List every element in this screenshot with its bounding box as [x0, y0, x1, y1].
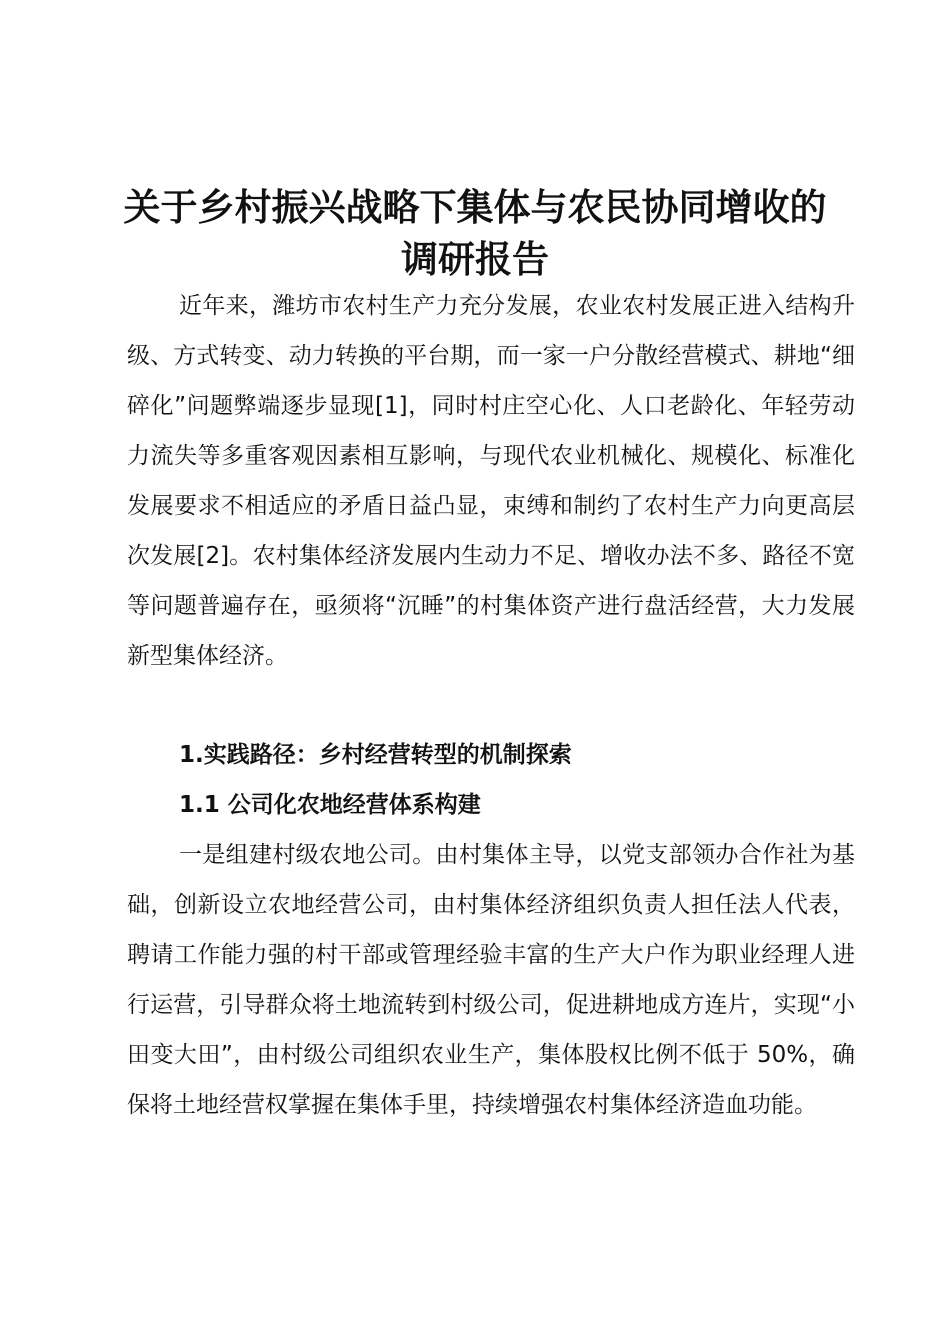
- intro-paragraph: 近年来，潍坊市农村生产力充分发展，农业农村发展正进入结构升级、方式转变、动力转换的平台期，而一家一户分散经营模式、耕地“细碎化”问题弊端逐步显现[1]，同时村庄空心化、人口老龄化、年轻劳动力流失等多重客观因素相互影响，与现代农业机械化、规模化、标准化发展要求不相适应的矛盾日益凸显，束缚和制约了农村生产力向更高层次发展[2]。农村集体经济发展内生动力不足、增收办法不多、路径不宽等问题普遍存在，亟须将“沉睡”的村集体资产进行盘活经营，大力发展新型集体经济。: [127, 293, 855, 669]
- section-heading: 1.实践路径：乡村经营转型的机制探索: [179, 742, 572, 768]
- document-title: 关于乡村振兴战略下集体与农民协同增收的调研报告: [123, 186, 827, 281]
- subsection-heading: 1.1 公司化农地经营体系构建: [179, 792, 481, 818]
- subsection-paragraph: 一是组建村级农地公司。由村集体主导，以党支部领办合作社为基础，创新设立农地经营公司，由村集体经济组织负责人担任法人代表，聘请工作能力强的村干部或管理经验丰富的生产大户作为职业经理人进行运营，引导群众将土地流转到村级公司，促进耕地成方连片，实现“小田变大田”，由村级公司组织农业生产，集体股权比例不低于 50%，确保将土地经营权掌握在集体手里，持续增强农村集体经济造血功能。: [127, 842, 855, 1118]
